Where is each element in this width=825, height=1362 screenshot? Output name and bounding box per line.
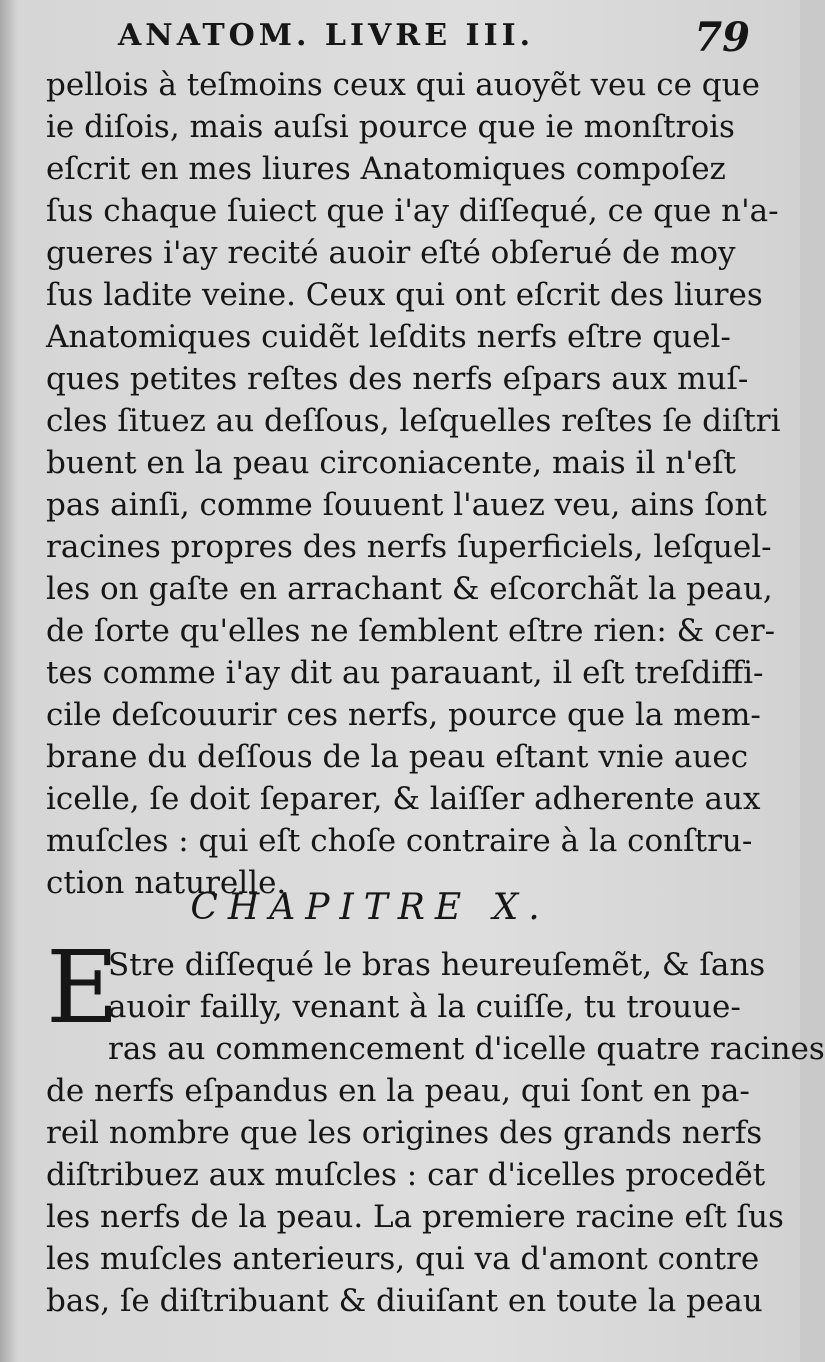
text-line: buent en la peau circoniacente, mais il n'eſt xyxy=(46,445,737,481)
text-line: brane du deſſous de la peau eſtant vnie auec xyxy=(46,739,749,775)
text-line: ſus ladite veine. Ceux qui ont eſcrit des liures xyxy=(46,277,763,313)
text-line: bas, ſe diſtribuant & diuiſant en toute la peau xyxy=(46,1283,763,1319)
chapter-text xyxy=(46,929,825,1322)
text-line: pellois à teſmoins ceux qui auoyẽt veu ce que xyxy=(46,67,760,103)
text-line: eſcrit en mes liures Anatomiques compoſez xyxy=(46,151,726,187)
text-line: tes comme i'ay dit au parauant, il eſt treſdiffi- xyxy=(46,655,764,691)
text-line: de ſorte qu'elles ne ſemblent eſtre rien: & cer- xyxy=(46,613,776,649)
text-line: racines propres des nerfs ſuperficiels, leſquel- xyxy=(46,529,772,565)
text-line: gueres i'ay recité auoir eſté obſerué de moy xyxy=(46,235,736,271)
text-line: ques petites reſtes des nerfs eſpars aux muſ- xyxy=(46,361,749,397)
running-title: ANATOM. LIVRE III. xyxy=(118,18,535,53)
body-text xyxy=(46,64,781,904)
text-line: muſcles : qui eſt choſe contraire à la conſtru- xyxy=(46,823,753,859)
chapter-heading: CHAPITRE X. xyxy=(190,887,550,928)
page-header xyxy=(118,14,760,64)
text-line: ction naturelle. xyxy=(46,865,287,901)
text-line: ie diſois, mais auſsi pource que ie monſtrois xyxy=(46,109,735,145)
text-line: reil nombre que les origines des grands nerfs xyxy=(46,1115,763,1151)
text-line: les on gaſte en arrachant & eſcorchãt la peau, xyxy=(46,571,773,607)
text-line: Stre diſſequé le bras heureuſemẽt, & ſans xyxy=(108,947,766,983)
text-line: de nerfs eſpandus en la peau, qui ſont en pa- xyxy=(46,1073,750,1109)
text-line: icelle, ſe doit ſeparer, & laiſſer adherente aux xyxy=(46,781,761,817)
drop-cap: E xyxy=(46,929,119,1046)
text-line: cile deſcouurir ces nerfs, pource que la mem- xyxy=(46,697,761,733)
text-line: ſus chaque ſuiect que i'ay diſſequé, ce que n'a- xyxy=(46,193,779,229)
text-line: ras au commencement d'icelle quatre racines xyxy=(108,1031,825,1067)
text-line: cles ſituez au deſſous, leſquelles reſtes ſe diſtri xyxy=(46,403,781,439)
text-line: les nerfs de la peau. La premiere racine eſt ſus xyxy=(46,1199,784,1235)
page-number: 79 xyxy=(694,14,750,61)
text-line: pas ainſi, comme ſouuent l'auez veu, ains ſont xyxy=(46,487,767,523)
text-line: les muſcles anterieurs, qui va d'amont contre xyxy=(46,1241,760,1277)
text-line: diſtribuez aux muſcles : car d'icelles procedẽt xyxy=(46,1157,766,1193)
text-line: Anatomiques cuidẽt leſdits nerfs eſtre quel- xyxy=(46,319,731,355)
text-line: auoir failly, venant à la cuiſſe, tu trouue- xyxy=(108,989,741,1025)
